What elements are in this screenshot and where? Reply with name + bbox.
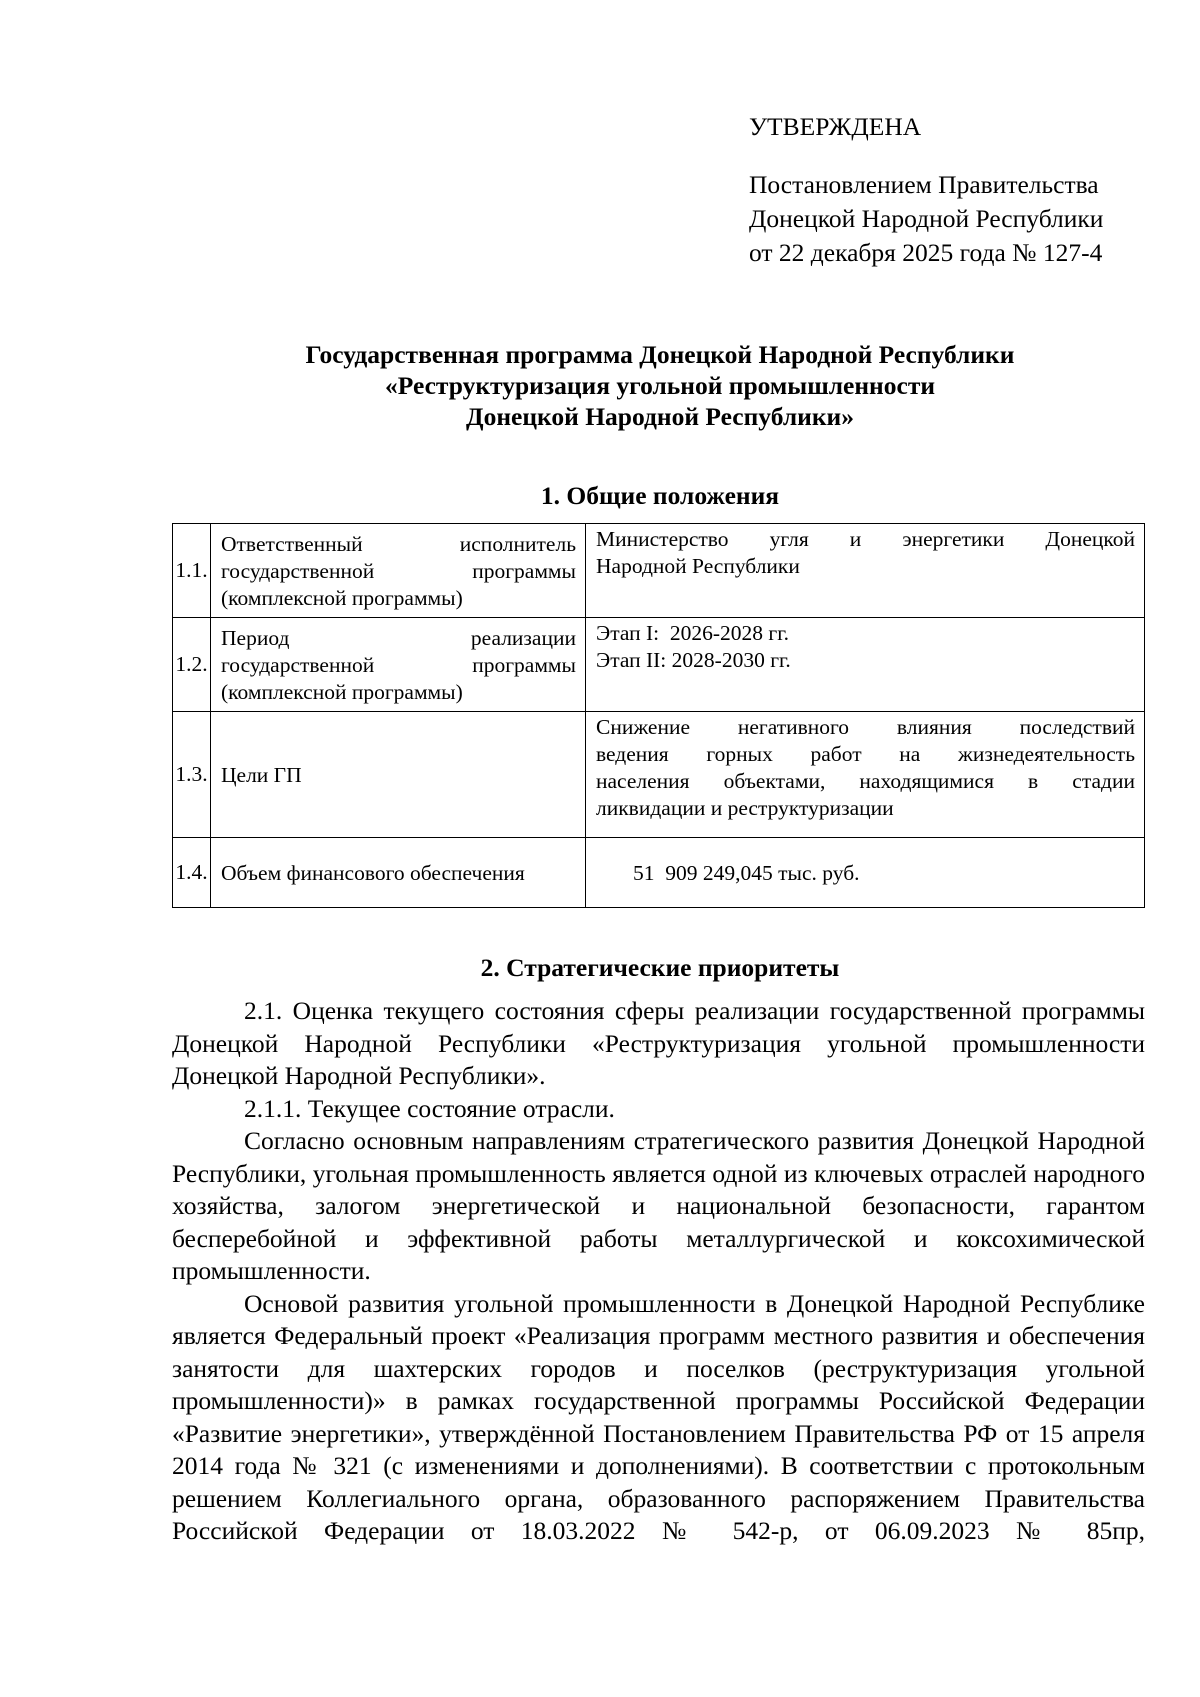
approval-block — [749, 110, 1179, 270]
section-2-body — [172, 995, 1145, 1548]
row-value-line: Министерство угля и энергетики Донецкой — [596, 527, 1135, 551]
approval-stamp: УТВЕРЖДЕНА — [749, 112, 922, 141]
general-provisions-table — [172, 523, 1145, 908]
row-label — [211, 524, 586, 618]
paragraph: 2.1. Оценка текущего состояния сферы реализации государственной программы Донецкой Народной Республики «Реструктуризация угольной промышленности Донецкой Народной Республики». — [172, 996, 1145, 1090]
title-line-1: Государственная программа Донецкой Народной Республики — [305, 340, 1015, 369]
table-row — [173, 838, 1145, 908]
approval-line-2: Донецкой Народной Республики — [749, 204, 1104, 233]
row-value — [586, 618, 1145, 712]
financing-amount: 51 909 249,045 тыс. руб. — [633, 861, 860, 885]
section-1-heading: 1. Общие положения — [540, 481, 780, 510]
row-number: 1.4. — [173, 838, 211, 908]
document-title — [140, 339, 1180, 432]
row-label-line: государственной программы — [221, 559, 576, 583]
paragraph: Основой развития угольной промышленности в Донецкой Народной Республике является Федеральный проект «Реализация программ местного развития и обеспечения занятости для шахтерских городов и поселков (реструктуризация угольной промышленности)» в рамках государственной программы Российской Федерации «Развитие энергетики», утверждённой Постановлением Правительства РФ от 15 апреля 2014 года № 321 (с изменениями и дополнениями). В соответствии с протокольным решением Коллегиального органа, образованного распоряжением Правительства Российской Федерации от 18.03.2022 № 542-р, от 06.09.2023 № 85пр, — [172, 1288, 1145, 1545]
row-label-line: Период реализации — [221, 626, 576, 650]
row-label-line: Ответственный исполнитель — [221, 532, 576, 556]
row-value-line: Снижение негативного влияния последствий — [596, 715, 1135, 739]
table-row — [173, 524, 1145, 618]
approval-line-3: от 22 декабря 2025 года № 127-4 — [749, 238, 1103, 267]
row-label-line: (комплексной программы) — [221, 680, 463, 704]
row-value-line: ликвидации и реструктуризации — [596, 796, 894, 820]
row-value-line: Народной Республики — [596, 554, 800, 578]
paragraph: Согласно основным направлениям стратегического развития Донецкой Народной Республики, угольная промышленность является одной из ключевых отраслей народного хозяйства, залогом энергетической и национальной безопасности, гарантом бесперебойной и эффективной работы металлургической и коксохимической промышленности. — [172, 1126, 1145, 1285]
paragraph: 2.1.1. Текущее состояние отрасли. — [244, 1093, 615, 1123]
row-label-line: Цели ГП — [221, 763, 302, 787]
row-number: 1.2. — [173, 618, 211, 712]
title-line-2: «Реструктуризация угольной промышленности — [384, 371, 936, 400]
row-label-line: государственной программы — [221, 653, 576, 677]
row-label — [211, 712, 586, 838]
row-value — [586, 712, 1145, 838]
row-label — [211, 838, 586, 908]
row-value-line: Этап I: 2026-2028 гг. — [596, 621, 789, 645]
row-value — [586, 838, 1145, 908]
row-value-line: ведения горных работ на жизнедеятельность — [596, 742, 1135, 766]
row-label — [211, 618, 586, 712]
title-line-3: Донецкой Народной Республики» — [466, 402, 854, 431]
row-number: 1.1. — [173, 524, 211, 618]
approval-line-1: Постановлением Правительства — [749, 170, 1099, 199]
row-number: 1.3. — [173, 712, 211, 838]
table-row — [173, 712, 1145, 838]
row-value — [586, 524, 1145, 618]
row-label-line: (комплексной программы) — [221, 586, 463, 610]
row-value-line: населения объектами, находящимися в стадии — [596, 769, 1135, 793]
row-label-line: Объем финансового обеспечения — [221, 861, 525, 885]
row-value-line: Этап II: 2028-2030 гг. — [596, 648, 791, 672]
table-row — [173, 618, 1145, 712]
section-2-heading: 2. Стратегические приоритеты — [480, 953, 840, 982]
